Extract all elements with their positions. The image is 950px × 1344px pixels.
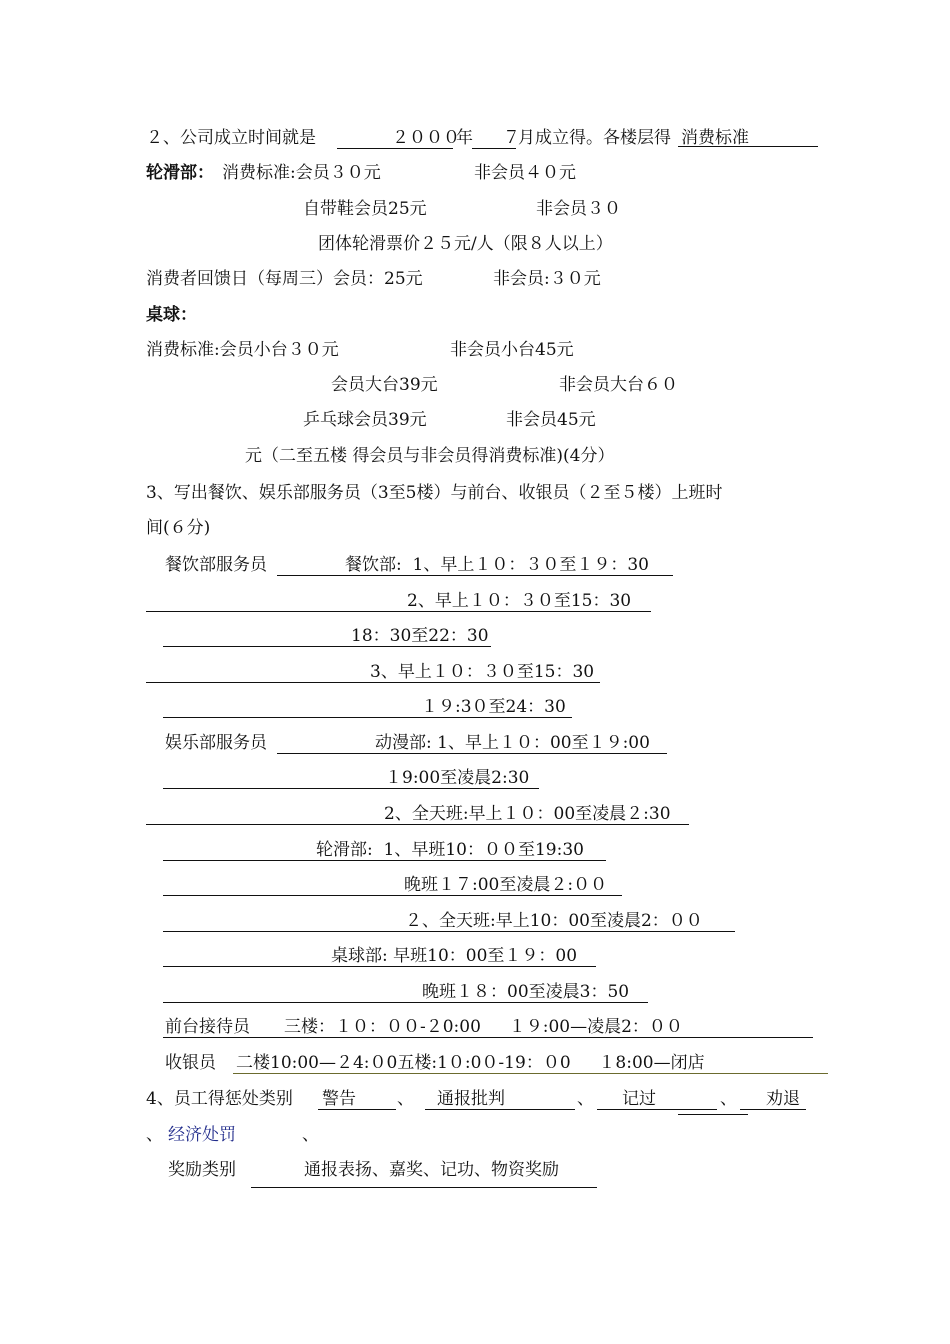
blank-line: [163, 717, 572, 718]
blank-line: [425, 1109, 575, 1110]
q2-year: ２０００: [392, 128, 460, 148]
billiards-big-member: 会员大台39元: [331, 375, 438, 395]
ent-label: 娱乐部服务员: [165, 733, 267, 753]
skating-feedback: 消费者回馈日（每周三）会员：25元: [146, 269, 423, 289]
blank-line: [146, 682, 600, 683]
cashier-label: 收银员: [165, 1053, 216, 1073]
blank-line: [678, 1114, 748, 1115]
front-time: 三楼：１０：００-２0:00 １９:00—凌晨2：００: [284, 1017, 683, 1037]
blank-line: [163, 931, 735, 932]
anime-shift-1: 动漫部: 1、早上１０：00至１９:00: [375, 733, 650, 753]
skating-std-member: 消费标准:会员３０元: [222, 163, 381, 183]
skate-shift-2: 晚班１７:00至凌晨２:００: [404, 875, 608, 895]
blank-line: [163, 860, 606, 861]
skate-shift-1: 轮滑部: 1、早班10：００至19:30: [316, 840, 584, 860]
front-label: 前台接待员: [165, 1017, 250, 1037]
blank-line: [277, 753, 667, 754]
skating-shoes-nonmember: 非会员３０: [536, 199, 621, 219]
blank-line: [277, 575, 673, 576]
q4-line2-sep-b: 、: [302, 1125, 319, 1145]
blank-line: [597, 1109, 717, 1110]
billiards-big-nonmember: 非会员大台６０: [559, 375, 678, 395]
skating-label: 轮滑部：: [146, 163, 214, 183]
q2-intro: ２、公司成立时间就是: [146, 128, 316, 148]
blank-line: [163, 895, 622, 896]
q4-line2-sep: 、: [146, 1125, 163, 1145]
penalty-dismissal: 劝退: [766, 1089, 800, 1109]
q2-std-title: 消费标准: [681, 128, 749, 148]
q3-line2: 间(６分): [146, 518, 211, 538]
q2-month: ７: [503, 128, 520, 148]
q3-line1: 3、写出餐饮、娱乐部服务员（3至5楼）与前台、收银员（２至５楼）上班时: [146, 483, 723, 503]
penalty-criticism: 通报批判: [437, 1089, 505, 1109]
billiards-label: 桌球：: [146, 305, 197, 325]
penalty-sep: 、: [720, 1089, 737, 1109]
blank-line: [163, 966, 596, 967]
blank-line: [740, 1109, 806, 1110]
catering-label: 餐饮部服务员: [165, 555, 267, 575]
skating-feedback-nonmember: 非会员:３０元: [493, 269, 601, 289]
skating-std-nonmember: 非会员４０元: [474, 163, 576, 183]
penalty-fine: 经济处罚: [168, 1125, 236, 1145]
reward-types: 通报表扬、嘉奖、记功、物资奖励: [304, 1160, 559, 1180]
anime-shift-2: 2、全天班:早上１０：00至凌晨２:30: [384, 804, 671, 824]
blank-line: [163, 1037, 813, 1038]
pingpong-nonmember: 非会员45元: [506, 410, 596, 430]
blank-line: [337, 148, 453, 149]
blank-line: [233, 1073, 828, 1074]
anime-shift-1b: １9:00至凌晨2:30: [385, 768, 530, 788]
billiards-small-member: 消费标准:会员小台３０元: [146, 340, 339, 360]
billiards-note: 元（二至五楼 得会员与非会员得消费标准)(4分）: [245, 446, 615, 466]
blank-line: [472, 148, 516, 149]
catering-shift-2: 2、早上１０：３０至15：30: [407, 591, 632, 611]
catering-shift-1: 餐饮部: 1、早上１０：３０至１９：30: [345, 555, 649, 575]
pingpong-member: 乒乓球会员39元: [303, 410, 427, 430]
q2-intro-b: 月成立得。各楼层得: [518, 128, 671, 148]
catering-shift-2b: 18：30至22：30: [351, 626, 489, 646]
billiard-shift-2: 晚班１８：00至凌晨3：50: [422, 982, 630, 1002]
blank-line: [163, 1002, 648, 1003]
penalty-sep: 、: [577, 1089, 594, 1109]
blank-line: [251, 1187, 597, 1188]
catering-shift-3: 3、早上１０：３０至15：30: [370, 662, 595, 682]
blank-line: [163, 646, 491, 647]
skating-group: 团体轮滑票价２５元/人（限８人以上）: [318, 234, 613, 254]
q4-line1: 4、员工得惩处类别: [146, 1089, 293, 1109]
blank-line: [318, 1109, 396, 1110]
billiard-shift-1: 桌球部: 早班10：00至１９：00: [331, 946, 578, 966]
blank-line: [146, 611, 651, 612]
q2-year-suffix: 年: [456, 128, 473, 148]
reward-label: 奖励类别: [168, 1160, 236, 1180]
skate-shift-3: ２、全天班:早上10：00至凌晨2：００: [405, 911, 703, 931]
blank-line: [678, 146, 818, 147]
penalty-sep: 、: [397, 1089, 414, 1109]
penalty-demerit: 记过: [622, 1089, 656, 1109]
cashier-time: 二楼10:00—２4:０0五楼:1０:0０-19：０0 １8:00—闭店: [236, 1053, 705, 1073]
blank-line: [146, 824, 689, 825]
penalty-warning: 警告: [322, 1089, 356, 1109]
skating-shoes-member: 自带鞋会员25元: [303, 199, 427, 219]
billiards-small-nonmember: 非会员小台45元: [450, 340, 574, 360]
blank-line: [163, 788, 539, 789]
catering-shift-3b: １９:3０至24：30: [421, 697, 566, 717]
